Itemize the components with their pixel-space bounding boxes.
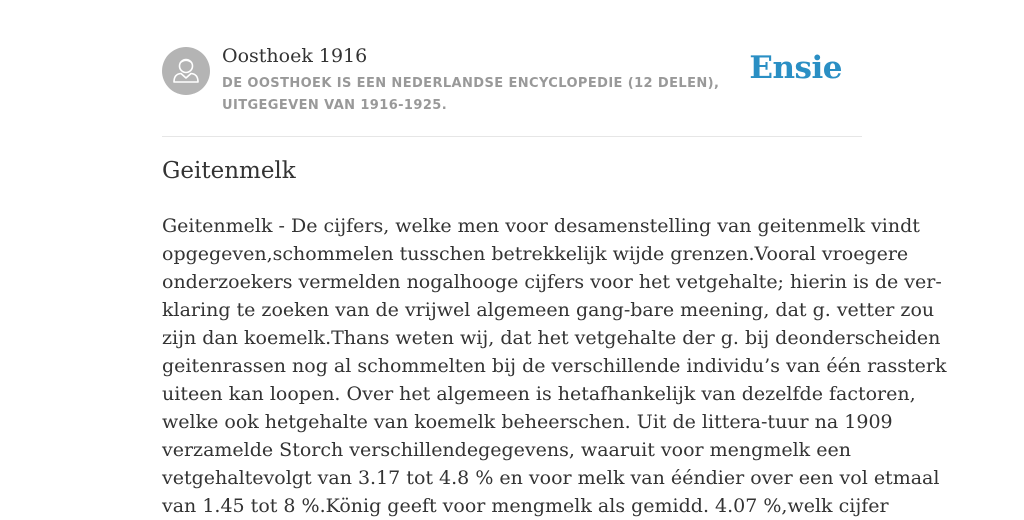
- source-avatar[interactable]: [162, 47, 210, 95]
- article-line: opgegeven,schommelen tusschen betrekkelijk wijde grenzen.Vooral vroegere: [162, 243, 909, 265]
- source-header: [162, 44, 862, 137]
- source-title[interactable]: Oosthoek 1916: [222, 45, 368, 67]
- article-title: Geitenmelk: [162, 158, 296, 184]
- article-line: geitenrassen nog al schommelten bij de verschillende individu’s van één rassterk: [162, 355, 947, 377]
- ensie-logo[interactable]: Ensie: [749, 50, 842, 86]
- article-line: van 1.45 tot 8 %.König geeft voor mengmelk als gemidd. 4.07 %,welk cijfer: [162, 495, 889, 517]
- article-line: welke ook hetgehalte van koemelk beheerschen. Uit de littera-tuur na 1909: [162, 411, 893, 433]
- article-line: zijn dan koemelk.Thans weten wij, dat het vetgehalte der g. bij deonderscheiden: [162, 327, 941, 349]
- article-line: uiteen kan loopen. Over het algemeen is hetafhankelijk van dezelfde factoren,: [162, 383, 916, 405]
- article-line: Geitenmelk - De cijfers, welke men voor desamenstelling van geitenmelk vindt: [162, 215, 920, 237]
- article-line: onderzoekers vermelden nogalhooge cijfers voor het vetgehalte; hierin is de ver-: [162, 271, 942, 293]
- article-line: vetgehaltevolgt van 3.17 tot 4.8 % en voor melk van ééndier over een vol etmaal: [162, 467, 940, 489]
- person-icon: [162, 47, 210, 95]
- source-description: DE OOSTHOEK IS EEN NEDERLANDSE ENCYCLOPEDIE (12 DELEN), UITGEGEVEN VAN 1916-1925.: [222, 76, 720, 113]
- article-line: verzamelde Storch verschillendegegevens, waaruit voor mengmelk een: [162, 439, 851, 461]
- article-body: [162, 212, 947, 520]
- article-line: klaring te zoeken van de vrijwel algemeen gang-bare meening, dat g. vetter zou: [162, 299, 935, 321]
